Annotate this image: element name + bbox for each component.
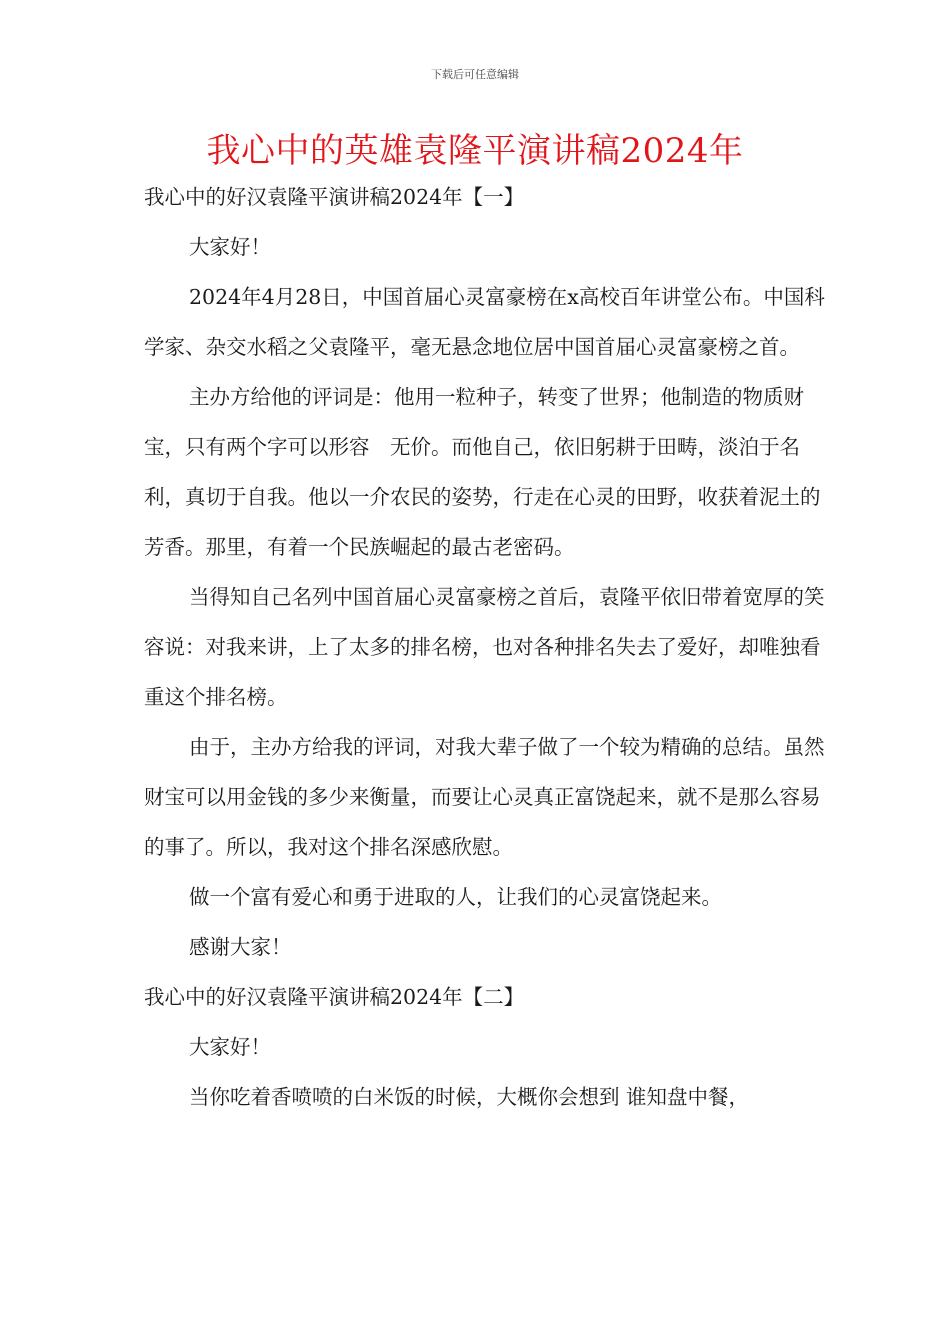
section-heading-1: 我心中的好汉袁隆平演讲稿2024年【一】	[144, 185, 525, 209]
section-heading-2: 我心中的好汉袁隆平演讲稿2024年【二】	[144, 985, 525, 1009]
paragraph: 当你吃着香喷喷的白米饭的时候，大概你会想到 谁知盘中餐，	[189, 1085, 750, 1109]
paragraph: 当得知自己名列中国首届心灵富豪榜之首后，袁隆平依旧带着宽厚的笑容说：对我来讲，上了太多的排名榜，也对各种排名失去了爱好，却唯独看重这个排名榜。	[144, 585, 825, 709]
paragraph: 做一个富有爱心和勇于进取的人，让我们的心灵富饶起来。	[189, 885, 722, 909]
document-body	[144, 172, 834, 1122]
paragraph: 主办方给他的评词是：他用一粒种子，转变了世界；他制造的物质财宝，只有两个字可以形容 无价。而他自己，依旧躬耕于田畴，淡泊于名利，真切于自我。他以一介农民的姿势，行走在心灵的田野，收获着泥土的芳香。那里，有着一个民族崛起的最古老密码。	[144, 385, 821, 559]
paragraph-greeting: 大家好！	[189, 1035, 271, 1059]
paragraph: 2024年4月28日，中国首届心灵富豪榜在x高校百年讲堂公布。中国科学家、杂交水稻之父袁隆平，毫无悬念地位居中国首届心灵富豪榜之首。	[144, 285, 825, 359]
header-note: 下载后可任意编辑	[431, 68, 519, 81]
paragraph: 由于，主办方给我的评词，对我大辈子做了一个较为精确的总结。虽然财宝可以用金钱的多少来衡量，而要让心灵真正富饶起来，就不是那么容易的事了。所以，我对这个排名深感欣慰。	[144, 735, 825, 859]
document-title: 我心中的英雄袁隆平演讲稿2024年	[206, 131, 744, 171]
paragraph-greeting: 大家好！	[189, 235, 271, 259]
paragraph-thanks: 感谢大家！	[189, 935, 292, 959]
